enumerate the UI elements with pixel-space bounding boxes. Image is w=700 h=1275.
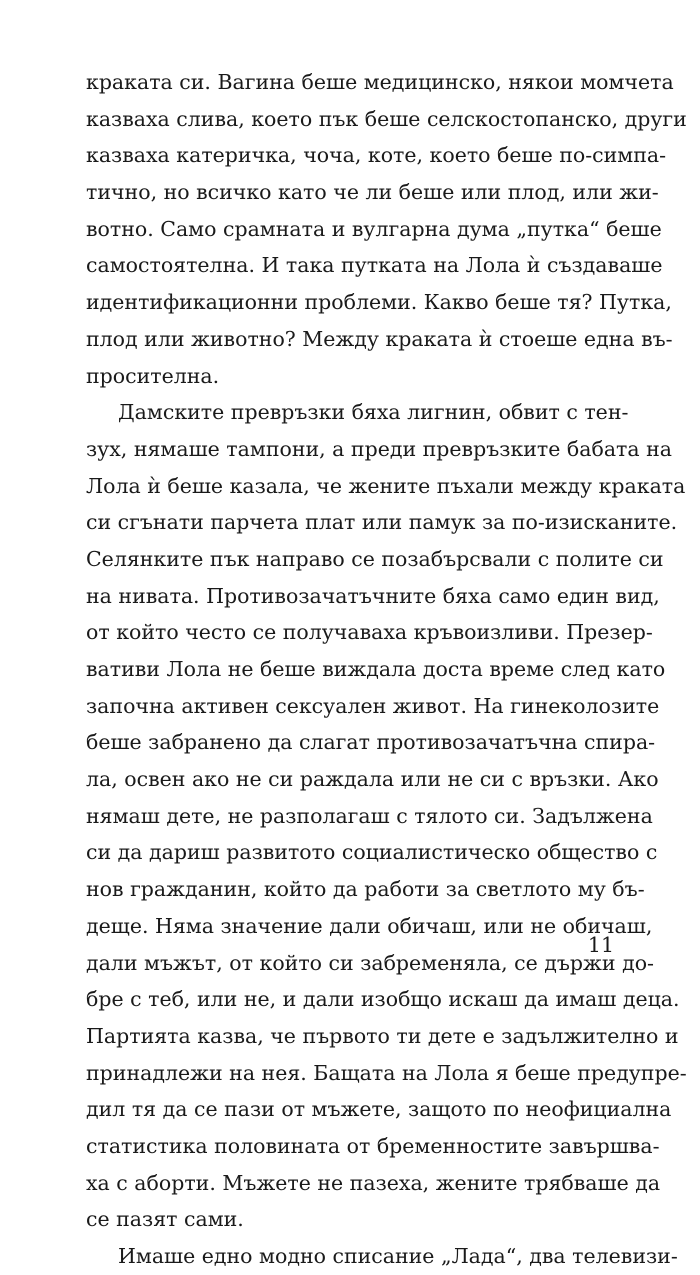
text-line: зух, нямаше тампони, а преди превръзките бабата на bbox=[86, 436, 673, 461]
text-line: идентификационни проблеми. Какво беше тя? Путка, bbox=[86, 290, 672, 315]
text-line: ха с аборти. Мъжете не пазеха, жените трябваше да bbox=[86, 1170, 661, 1195]
text-line: се пазят сами. bbox=[86, 1207, 244, 1232]
text-line: на нивата. Противозачатъчните бяха само един вид, bbox=[86, 583, 660, 608]
text-line: статистика половината от бременностите завършва- bbox=[86, 1133, 660, 1158]
text-line: бре с теб, или не, и дали изобщо искаш да имаш деца. bbox=[86, 987, 680, 1012]
text-line: вотно. Само срамната и вулгарна дума „путка“ беше bbox=[86, 216, 662, 241]
text-line: деще. Няма значение дали обичаш, или не обичаш, bbox=[86, 913, 653, 938]
text-line: краката си. Вагина беше медицинско, някои момчета bbox=[86, 70, 674, 94]
text-line: вативи Лола не беше виждала доста време след като bbox=[86, 657, 666, 681]
text-line: плод или животно? Между краката ѝ стоеше една въ- bbox=[86, 326, 673, 351]
text-line: казваха катеричка, чоча, коте, което беше по-симпа- bbox=[86, 143, 667, 168]
text-line: започна активен сексуален живот. На гинеколозите bbox=[86, 693, 660, 718]
text-line: дил тя да се пази от мъжете, защото по неофициална bbox=[86, 1097, 672, 1122]
text-line: дали мъжът, от който си забременяла, се държи до- bbox=[86, 950, 654, 975]
text-line: беше забранено да слагат противозачатъчна спира- bbox=[86, 730, 656, 755]
text-line: принадлежи на нея. Бащата на Лола я беше предупре- bbox=[86, 1060, 687, 1085]
paragraph-first-line: Имаше едно модно списание „Лада“, два телевизи- bbox=[118, 1244, 678, 1268]
text-line: самостоятелна. И така путката на Лола ѝ създаваше bbox=[86, 253, 663, 278]
text-line: тично, но всичко като че ли беше или плод, или жи- bbox=[86, 180, 659, 205]
text-line: Селянките пък направо се позабърсвали с полите си bbox=[86, 546, 664, 571]
text-line: нямаш дете, не разполагаш с тялото си. Задължена bbox=[86, 803, 653, 828]
text-line: просителна. bbox=[86, 363, 220, 388]
body-text bbox=[86, 64, 687, 1275]
text-line: Партията казва, че първото ти дете е задължително и bbox=[86, 1023, 679, 1048]
text-line: казваха слива, което пък беше селскостопанско, други bbox=[86, 106, 687, 131]
text-line: ла, освен ако не си раждала или не си с връзки. Ако bbox=[86, 767, 659, 792]
text-line: нов гражданин, който да работи за светлото му бъ- bbox=[86, 877, 645, 902]
text-line: си сгънати парчета плат или памук за по-изисканите. bbox=[86, 510, 678, 535]
text-line: Лола ѝ беше казала, че жените пъхали между краката bbox=[86, 473, 686, 498]
text-line: от който често се получаваха кръвоизливи. Презер- bbox=[86, 620, 653, 645]
text-line: си да дариш развитото социалистическо общество с bbox=[86, 840, 658, 865]
paragraph-first-line: Дамските превръзки бяха лигнин, обвит с тен- bbox=[118, 400, 629, 425]
page-number: 11 bbox=[587, 933, 614, 957]
